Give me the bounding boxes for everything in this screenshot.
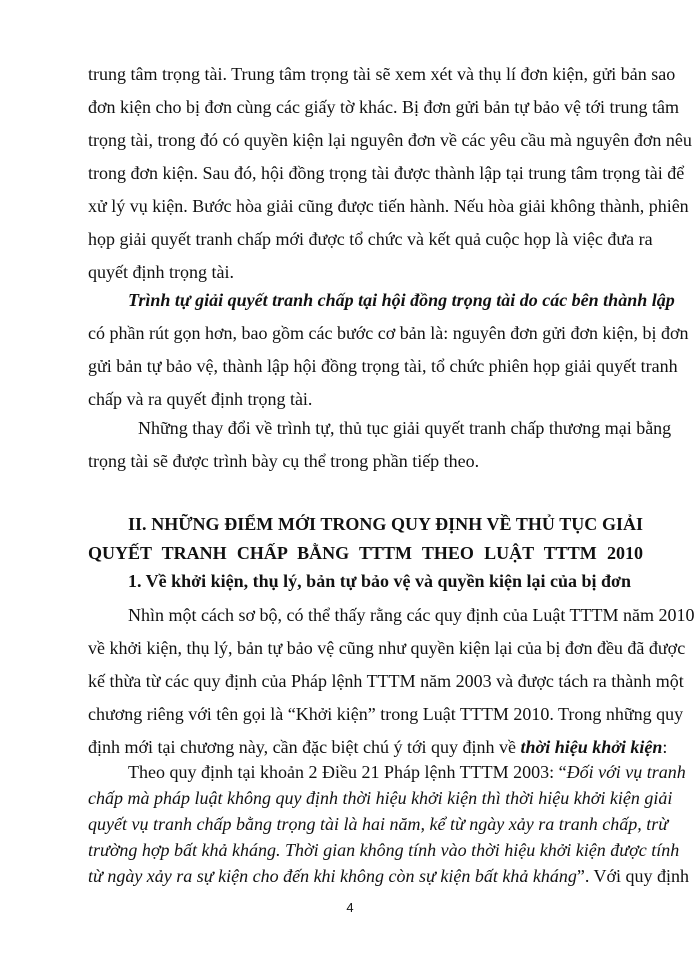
text-line — [0, 864, 700, 888]
text-line — [0, 354, 700, 378]
text-line — [0, 838, 700, 862]
paragraph-text-part: Theo quy định tại khoản 2 Điều 21 Pháp lệnh TTTM 2003: “ — [128, 762, 567, 782]
paragraph-text: kế thừa từ các quy định của Pháp lệnh TTTM năm 2003 và được tách ra thành một — [88, 671, 684, 691]
emphasis-heading: Trình tự giải quyết tranh chấp tại hội đồng trọng tài do các bên thành lập — [128, 290, 675, 310]
paragraph-text: gửi bản tự bảo vệ, thành lập hội đồng trọng tài, tổ chức phiên họp giải quyết tranh — [88, 356, 678, 376]
paragraph-text-part: định mới tại chương này, cần đặc biệt chú ý tới quy định về — [88, 737, 521, 757]
paragraph-text: trung tâm trọng tài. Trung tâm trọng tài sẽ xem xét và thụ lí đơn kiện, gửi bản sao — [88, 64, 676, 84]
quoted-text: từ ngày xảy ra sự kiện cho đến khi không còn sự kiện bất khả kháng — [88, 866, 577, 886]
text-line — [0, 161, 700, 185]
section-title-line — [0, 541, 700, 565]
text-line — [0, 260, 700, 284]
section-title: II. NHỮNG ĐIỂM MỚI TRONG QUY ĐỊNH VỀ THỦ TỤC GIẢI — [128, 514, 643, 534]
text-line — [0, 449, 700, 473]
subsection-title: 1. Về khởi kiện, thụ lý, bản tự bảo vệ và quyền kiện lại của bị đơn — [128, 571, 632, 591]
paragraph-text — [88, 864, 689, 888]
paragraph-text-part: ”. Với quy định — [576, 866, 690, 886]
paragraph-text: chương riêng với tên gọi là “Khởi kiện” trong Luật TTTM 2010. Trong những quy — [88, 704, 684, 724]
paragraph-text: quyết định trọng tài. — [88, 262, 234, 282]
text-line — [0, 669, 700, 693]
paragraph-text: đơn kiện cho bị đơn cùng các giấy tờ khác. Bị đơn gửi bản tự bảo vệ tới trung tâm — [88, 97, 679, 117]
paragraph-text: có phần rút gọn hơn, bao gồm các bước cơ bản là: nguyên đơn gửi đơn kiện, bị đơn — [88, 323, 689, 343]
text-line — [0, 786, 700, 810]
text-line — [0, 194, 700, 218]
text-line — [0, 735, 700, 759]
text-line — [0, 702, 700, 726]
paragraph-text-part: : — [662, 737, 668, 757]
quoted-text: Đối với vụ tranh — [566, 762, 686, 782]
section-title: QUYẾT TRANH CHẤP BẰNG TTTM THEO LUẬT TTTM 2010 — [88, 543, 643, 563]
emphasis-term: thời hiệu khởi kiện — [520, 737, 663, 757]
text-line — [0, 95, 700, 119]
paragraph-text: Những thay đổi về trình tự, thủ tục giải quyết tranh chấp thương mại bằng — [138, 418, 672, 438]
quoted-text: trường hợp bất khả kháng. Thời gian không tính vào thời hiệu khởi kiện được tính — [88, 840, 680, 860]
paragraph-text: chấp và ra quyết định trọng tài. — [88, 389, 313, 409]
paragraph-text: Nhìn một cách sơ bộ, có thể thấy rằng các quy định của Luật TTTM năm 2010 — [128, 605, 695, 625]
text-line — [0, 128, 700, 152]
text-line — [0, 416, 700, 440]
text-line — [0, 636, 700, 660]
text-line — [0, 227, 700, 251]
quoted-text: quyết vụ tranh chấp bằng trọng tài là hai năm, kể từ ngày xảy ra tranh chấp, trừ — [88, 814, 669, 834]
text-line — [0, 603, 700, 627]
page-number: 4 — [346, 900, 354, 915]
paragraph-text — [128, 760, 686, 784]
paragraph-text — [88, 735, 667, 759]
quoted-text: chấp mà pháp luật không quy định thời hiệu khởi kiện thì thời hiệu khởi kiện giải — [88, 788, 673, 808]
text-line — [0, 812, 700, 836]
paragraph-text: xử lý vụ kiện. Bước hòa giải cũng được tiến hành. Nếu hòa giải không thành, phiên — [88, 196, 689, 216]
paragraph-text: trọng tài, trong đó có quyền kiện lại nguyên đơn về các yêu cầu mà nguyên đơn nêu — [88, 130, 692, 150]
paragraph-text: trọng tài sẽ được trình bày cụ thể trong phần tiếp theo. — [88, 451, 480, 471]
text-line — [0, 760, 700, 784]
section-title-line — [0, 512, 700, 536]
paragraph-text: họp giải quyết tranh chấp mới được tổ chức và kết quả cuộc họp là việc đưa ra — [88, 229, 653, 249]
text-line — [0, 387, 700, 411]
text-line — [0, 288, 700, 312]
text-line — [0, 321, 700, 345]
paragraph-text: về khởi kiện, thụ lý, bản tự bảo vệ cũng như quyền kiện lại của bị đơn đều đã được — [88, 638, 686, 658]
text-line — [0, 62, 700, 86]
paragraph-text: trong đơn kiện. Sau đó, hội đồng trọng tài được thành lập tại trung tâm trọng tài để — [88, 163, 685, 183]
subsection-line — [0, 569, 700, 593]
